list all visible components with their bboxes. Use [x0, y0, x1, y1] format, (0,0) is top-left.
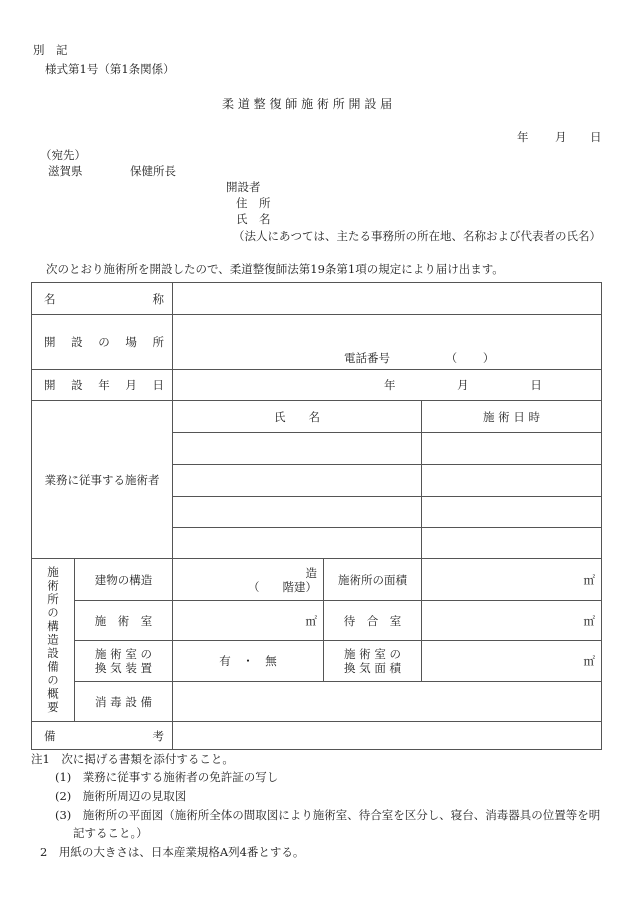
remarks-field[interactable] [173, 722, 602, 750]
staff-name-header: 氏 名 [173, 401, 422, 433]
vent-area-field[interactable]: ㎡ [422, 641, 602, 682]
row-rooms [32, 601, 602, 641]
note-item-1: (1) 業務に従事する施術者の免許証の写し [55, 770, 279, 784]
prefecture: 滋賀県 [48, 164, 83, 178]
staff-time-field[interactable] [422, 528, 602, 559]
area-label: 施術所の面積 [324, 559, 422, 601]
staff-name-field[interactable] [173, 433, 422, 465]
treatment-room-label: 施 術 室 [75, 601, 173, 641]
application-table [31, 282, 602, 750]
staff-label: 業務に従事する施術者 [32, 401, 173, 559]
row-ventilation [32, 641, 602, 682]
row-disinfection [32, 682, 602, 722]
structure-label: 建物の構造 [75, 559, 173, 601]
phone-label: 電話番号 [344, 351, 390, 365]
staff-name-field[interactable] [173, 465, 422, 497]
staff-name-field[interactable] [173, 497, 422, 528]
note-2: 2 用紙の大きさは、日本産業規格A列4番とする。 [40, 845, 305, 859]
vent-area-label: 施 術 室 の 換 気 面 積 [324, 641, 422, 682]
staff-header-row [32, 401, 602, 433]
form-number: 様式第1号（第1条関係） [45, 62, 175, 76]
row-remarks [32, 722, 602, 750]
staff-time-field[interactable] [422, 433, 602, 465]
staff-time-field[interactable] [422, 465, 602, 497]
staff-time-field[interactable] [422, 497, 602, 528]
disinfection-label: 消 毒 設 備 [75, 682, 173, 722]
office: 保健所長 [130, 164, 176, 178]
appendix-label: 別 記 [33, 43, 68, 57]
name-label: 名 称 [32, 283, 173, 315]
row-open-date [32, 370, 602, 401]
note-item-3: (3) 施術所の平面図（施術所全体の間取図により施術室、待合室を区分し、寝台、消毒器具の位置等を明 [55, 808, 601, 822]
facility-label: 施術所の構造設備の概要 [32, 559, 75, 722]
open-date-label: 開 設 年 月 日 [32, 370, 173, 401]
remarks-label: 備 考 [32, 722, 173, 750]
row-location [32, 315, 602, 370]
row-structure [32, 559, 602, 601]
phone-paren-open: （ [445, 351, 458, 365]
note-item-2: (2) 施術所周辺の見取図 [55, 789, 187, 803]
name-label: 氏 名 [236, 212, 271, 226]
treatment-room-field[interactable]: ㎡ [173, 601, 324, 641]
open-year: 年 [384, 378, 396, 392]
open-date-field[interactable] [173, 370, 602, 401]
area-field[interactable]: ㎡ [422, 559, 602, 601]
statement: 次のとおり施術所を開設したので、柔道整復師法第19条第1項の規定により届け出ます。 [46, 262, 504, 276]
waiting-room-label: 待 合 室 [324, 601, 422, 641]
addressee-label: （宛先） [40, 148, 86, 162]
phone-paren-close: ） [482, 351, 495, 365]
row-name [32, 283, 602, 315]
note-item-3-cont: 記すること。） [73, 826, 148, 840]
open-month: 月 [457, 378, 469, 392]
note-1: 注1 次に掲げる書類を添付すること。 [31, 752, 234, 766]
disinfection-field[interactable] [173, 682, 602, 722]
date-year: 年 [517, 130, 529, 144]
ventilation-choice[interactable]: 有 ・ 無 [173, 641, 324, 682]
staff-name-field[interactable] [173, 528, 422, 559]
staff-time-header: 施 術 日 時 [422, 401, 602, 433]
structure-field[interactable]: 造 （ 階建） [173, 559, 324, 601]
location-label: 開 設 の 場 所 [32, 315, 173, 370]
ventilation-label: 施 術 室 の 換 気 装 置 [75, 641, 173, 682]
waiting-room-field[interactable]: ㎡ [422, 601, 602, 641]
address-label: 住 所 [236, 196, 271, 210]
date-month: 月 [555, 130, 567, 144]
location-field[interactable] [173, 315, 602, 370]
name-field[interactable] [173, 283, 602, 315]
date-day: 日 [590, 130, 602, 144]
open-day: 日 [530, 378, 542, 392]
page-title: 柔 道 整 復 師 施 術 所 開 設 届 [222, 97, 393, 111]
applicant-label: 開設者 [226, 180, 261, 194]
corporate-note: （法人にあつては、主たる事務所の所在地、名称および代表者の氏名） [233, 229, 601, 243]
